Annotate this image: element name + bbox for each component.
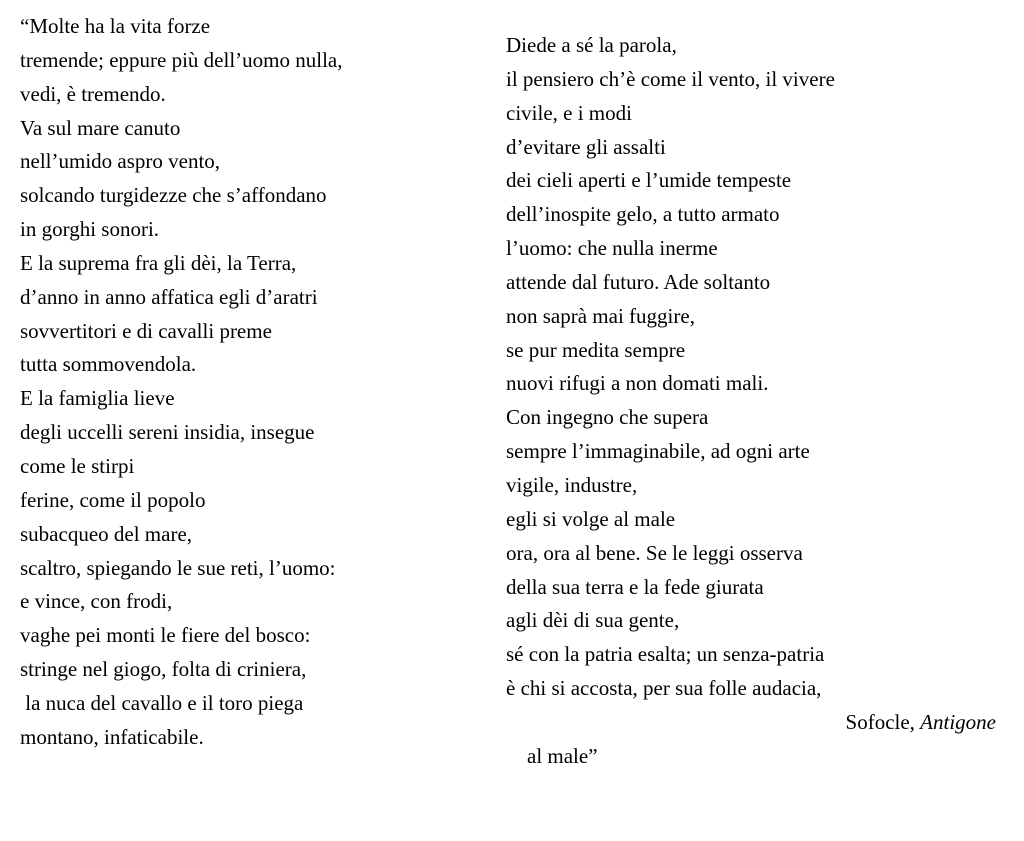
poem-line: come le stirpi [20, 453, 135, 478]
poem-line: vigile, industre, [506, 472, 638, 497]
poem-line: ferine, come il popolo [20, 487, 206, 512]
poem-line: sé con la patria esalta; un senza-patria [506, 642, 825, 667]
poem-line: Diede a sé la parola, [506, 33, 677, 57]
poem-line: d’evitare gli assalti [506, 134, 666, 159]
poem-final-line [506, 706, 1006, 768]
poem-line: l’uomo: che nulla inerme [506, 236, 718, 261]
poem-line: degli uccelli sereni insidia, insegue [20, 420, 315, 445]
poem-line: egli si volge al male [506, 506, 676, 531]
poem-line: nell’umido aspro vento, [20, 149, 221, 174]
poem-line: nuovi rifugi a non domati mali. [506, 371, 769, 396]
poem-line: montano, infaticabile. [20, 724, 204, 749]
poem-line: scaltro, spiegando le sue reti, l’uomo: [20, 555, 336, 580]
attribution [846, 706, 996, 740]
poem-line: è chi si accosta, per sua folle audacia, [506, 676, 822, 701]
poem-line: Con ingegno che supera [506, 405, 709, 430]
poem-line: subacqueo del mare, [20, 521, 193, 546]
poem-line: agli dèi di sua gente, [506, 608, 680, 633]
attribution-author: Sofocle, [845, 709, 915, 734]
poem-line: stringe nel giogo, folta di criniera, [20, 657, 307, 682]
poem-line: attende dal futuro. Ade soltanto [506, 269, 771, 294]
poem-line: E la famiglia lieve [20, 386, 175, 411]
poem-left-column [20, 10, 480, 755]
poem-line: non saprà mai fuggire, [506, 303, 695, 328]
poem-line: in gorghi sonori. [20, 217, 160, 242]
poem-line: vaghe pei monti le fiere del bosco: [20, 623, 311, 648]
poem-line: ora, ora al bene. Se le leggi osserva [506, 540, 803, 565]
poem-closing-text: al male” [527, 743, 598, 768]
poem-line: dei cieli aperti e l’umide tempeste [506, 168, 792, 193]
poem-line: tutta sommovendola. [20, 352, 197, 377]
poem-line: se pur medita sempre [506, 337, 686, 362]
poem-line: sovvertitori e di cavalli preme [20, 318, 272, 343]
poem-line: vedi, è tremendo. [20, 81, 166, 106]
poem-line: civile, e i modi [506, 100, 632, 125]
poem-line: “Molte ha la vita forze [20, 14, 211, 38]
poem-line: Va sul mare canuto [20, 115, 181, 140]
poem-line: tremende; eppure più dell’uomo nulla, [20, 47, 343, 72]
poem-line: dell’inospite gelo, a tutto armato [506, 202, 780, 227]
poem-line: il pensiero ch’è come il vento, il vivere [506, 66, 835, 91]
poem-right-column [506, 29, 1006, 768]
poem-line: E la suprema fra gli dèi, la Terra, [20, 250, 297, 275]
attribution-work-title: Antigone [920, 709, 996, 734]
poem-line: sempre l’immaginabile, ad ogni arte [506, 439, 810, 464]
poem-line: della sua terra e la fede giurata [506, 574, 764, 599]
poem-line: la nuca del cavallo e il toro piega [20, 690, 304, 715]
poem-line: d’anno in anno affatica egli d’aratri [20, 284, 318, 309]
poem-line: e vince, con frodi, [20, 589, 173, 614]
poem-line: solcando turgidezze che s’affondano [20, 183, 327, 208]
